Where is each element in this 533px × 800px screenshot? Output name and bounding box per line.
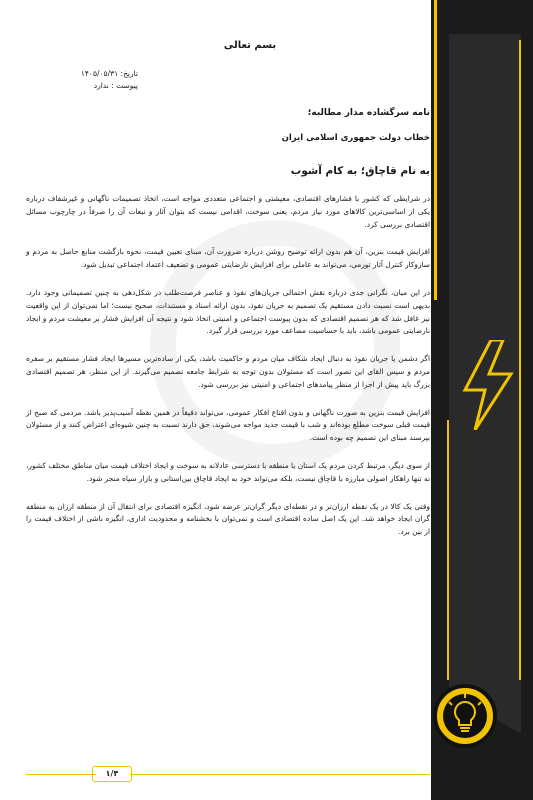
body-paragraph: اگر دشمن یا جریان نفوذ به دنبال ایجاد شکاف میان مردم و حاکمیت باشد، یکی از ساده‌ترین مسیرها ایجاد فشار مستقیم بر سفره مردم و سپس القای این تصور است که مسئولان بدون توجه به شرایط جامعه تصمیم می‌گیرند. از این منظر، هر تصمیم اقتصادی بزرگ باید پیش از اجرا از منظر پیامدهای اجتماعی و امنیتی نیز بررسی شود. bbox=[26, 354, 430, 389]
page-number: ۱/۴ bbox=[92, 766, 132, 782]
body-paragraph: افزایش قیمت بنزین به صورت ناگهانی و بدون اقناع افکار عمومی، می‌تواند دقیقاً در همین نقطه آسیب‌پذیر باشد. مردمی که صبح از قیمت قبلی سوخت مطلع بوده‌اند و شب با قیمت جدید مواجه می‌شوند، حق دارند نسبت به چنین شیوه‌ای اعتراض کنند و از مسئولان بپرسند مبنای این تصمیم چه بوده است. bbox=[26, 407, 430, 443]
letter-body bbox=[26, 193, 430, 554]
letter-addressee: خطاب دولت جمهوری اسلامی ایران bbox=[281, 133, 430, 143]
page-heading: بسم تعالی bbox=[223, 40, 277, 51]
accent-line bbox=[519, 40, 521, 680]
body-paragraph: در این میان، نگرانی جدی درباره نقش احتمالی جریان‌های نفوذ و عناصر فرصت‌طلب در شکل‌دهی به چنین تصمیماتی وجود دارد. بدیهی است نسبت دادن مستقیم یک تصمیم به جریان نفوذ، بدون ارائه اسناد و مستندات، صحیح نیست؛ اما نمی‌توان از این واقعیت نیز غافل شد که هر تصمیم اقتصادی که بدون پیوست اجتماعی و امنیتی اتخاذ شود و نتیجه آن افزایش فشار بر معیشت مردم و ایجاد نارضایتی عمومی باشد، باید با حساسیت مضاعف مورد بررسی قرار گیرد. bbox=[26, 287, 430, 336]
lightning-icon bbox=[457, 340, 517, 430]
body-paragraph: افزایش قیمت بنزین، آن هم بدون ارائه توضیح روشن درباره ضرورت آن، مبنای تعیین قیمت، نحوه بازگشت منابع حاصل به مردم و سازوکار کنترل آثار تورمی، می‌تواند به عاملی برای افزایش نارضایتی عمومی و تضعیف اعتماد اجتماعی تبدیل شود. bbox=[26, 247, 430, 270]
letter-meta bbox=[28, 68, 138, 92]
letter-date: تاریخ: ۱۴۰۵/۰۵/۳۱ bbox=[80, 69, 138, 78]
letter-attachment: پیوست : ندارد bbox=[93, 81, 138, 90]
body-paragraph: وقتی یک کالا در یک نقطه ارزان‌تر و در نقطه‌ای دیگر گران‌تر عرضه شود، انگیزه اقتصادی برای انتقال آن از منطقه ارزان به منطقه گران ایجاد خواهد شد. این یک اصل ساده اقتصادی است و نمی‌توان با بخشنامه و محدودیت اداری، انگیزه ناشی از اختلاف قیمت را از بین برد. bbox=[26, 501, 430, 537]
letter-greeting: نامه سرگشاده مدار مطالبه؛ bbox=[307, 108, 430, 118]
accent-line bbox=[434, 0, 437, 300]
lightbulb-icon bbox=[433, 684, 497, 748]
body-paragraph: در شرایطی که کشور با فشارهای اقتصادی، معیشتی و اجتماعی متعددی مواجه است، اتخاذ تصمیمات ناگهانی و غیرشفاف درباره یکی از اساسی‌ترین کالاهای مورد نیاز مردم، یعنی سوخت، اقدامی نیست که بتوان آثار و تبعات آن را صرفاً در چارچوب مسائل اقتصادی بررسی کرد. bbox=[26, 194, 430, 229]
accent-line bbox=[447, 420, 449, 680]
footer-rule bbox=[130, 774, 430, 775]
body-paragraph: از سوی دیگر، مرتبط کردن مردم یک استان یا منطقه با دسترسی عادلانه به سوخت و ایجاد اختلاف قیمت میان مناطق مختلف کشور، نه تنها راهکار اصولی مبارزه با قاچاق نیست، بلکه می‌تواند خود به ایجاد قاچاق بین‌استانی و بازار سیاه منجر شود. bbox=[26, 460, 430, 483]
letter-headline: به نام قاچاق؛ به کام آشوب bbox=[290, 165, 430, 177]
footer-rule bbox=[26, 774, 96, 775]
